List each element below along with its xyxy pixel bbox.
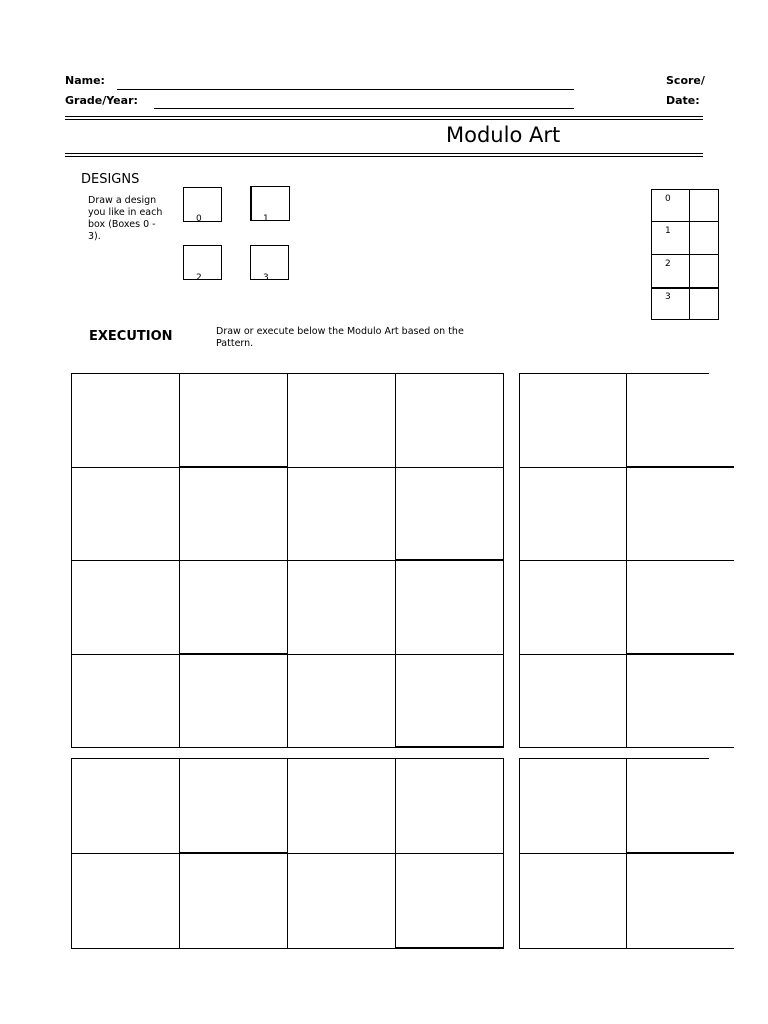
- execution-cell[interactable]: [72, 655, 180, 749]
- design-box-3-number: 3: [263, 273, 269, 283]
- title-rule-top-1: [65, 116, 703, 117]
- execution-cell[interactable]: [288, 854, 396, 949]
- execution-cell[interactable]: [180, 561, 288, 655]
- execution-instruction: Draw or execute below the Modulo Art based on the Pattern.: [216, 326, 464, 349]
- execution-cell[interactable]: [627, 854, 734, 949]
- execution-cell[interactable]: [627, 759, 734, 854]
- execution-cell[interactable]: [627, 655, 734, 749]
- design-box-1[interactable]: [250, 186, 290, 221]
- grade-year-label: Grade/Year:: [65, 94, 138, 107]
- execution-cell[interactable]: [288, 468, 396, 562]
- execution-cell[interactable]: [396, 374, 504, 468]
- designs-instruction: Draw a design you like in each box (Boxes 0 - 3).: [88, 195, 163, 242]
- execution-cell[interactable]: [396, 655, 504, 749]
- execution-cell[interactable]: [288, 759, 396, 854]
- name-line[interactable]: [117, 89, 574, 90]
- pattern-index-0: 0: [665, 194, 671, 204]
- pattern-cell[interactable]: [689, 254, 719, 288]
- grade-year-line[interactable]: [154, 108, 574, 109]
- execution-cell[interactable]: [288, 561, 396, 655]
- execution-cell[interactable]: [520, 561, 627, 655]
- execution-cell[interactable]: [520, 655, 627, 749]
- execution-cell[interactable]: [72, 759, 180, 854]
- execution-cell[interactable]: [72, 468, 180, 562]
- title-rule-top-2: [65, 119, 703, 120]
- pattern-cell[interactable]: [689, 221, 719, 255]
- title-rule-bottom-2: [65, 156, 703, 157]
- execution-grid-1: [71, 373, 504, 748]
- date-label: Date:: [666, 94, 700, 107]
- execution-cell[interactable]: [180, 655, 288, 749]
- page-title: Modulo Art: [446, 123, 561, 147]
- execution-cell[interactable]: [396, 561, 504, 655]
- execution-cell[interactable]: [520, 468, 627, 562]
- name-label: Name:: [65, 74, 105, 87]
- design-box-2-number: 2: [196, 273, 202, 283]
- execution-cell[interactable]: [627, 374, 734, 468]
- execution-cell[interactable]: [180, 374, 288, 468]
- pattern-cell[interactable]: [689, 189, 719, 222]
- execution-cell[interactable]: [520, 854, 627, 949]
- title-rule-bottom-1: [65, 153, 703, 154]
- pattern-cell[interactable]: [689, 287, 719, 320]
- execution-grid-3: [71, 758, 504, 949]
- design-box-1-number: 1: [263, 214, 269, 224]
- execution-cell[interactable]: [288, 374, 396, 468]
- execution-cell[interactable]: [72, 374, 180, 468]
- execution-cell[interactable]: [180, 468, 288, 562]
- designs-heading: DESIGNS: [81, 172, 140, 187]
- execution-cell[interactable]: [180, 854, 288, 949]
- pattern-index-3: 3: [665, 292, 671, 302]
- execution-grid-2: [519, 373, 709, 748]
- score-label: Score/: [666, 74, 705, 87]
- execution-cell[interactable]: [520, 374, 627, 468]
- execution-cell[interactable]: [627, 561, 734, 655]
- pattern-index-1: 1: [665, 226, 671, 236]
- execution-cell[interactable]: [288, 655, 396, 749]
- design-box-0[interactable]: [183, 187, 222, 222]
- execution-cell[interactable]: [396, 759, 504, 854]
- execution-grid-4: [519, 758, 709, 949]
- execution-heading: EXECUTION: [89, 329, 173, 344]
- execution-cell[interactable]: [396, 854, 504, 949]
- execution-cell[interactable]: [72, 561, 180, 655]
- design-box-2[interactable]: [183, 245, 222, 280]
- execution-cell[interactable]: [180, 759, 288, 854]
- design-box-3[interactable]: [250, 245, 289, 280]
- pattern-index-2: 2: [665, 259, 671, 269]
- design-box-0-number: 0: [196, 214, 202, 224]
- execution-cell[interactable]: [72, 854, 180, 949]
- execution-cell[interactable]: [396, 468, 504, 562]
- execution-cell[interactable]: [627, 468, 734, 562]
- execution-cell[interactable]: [520, 759, 627, 854]
